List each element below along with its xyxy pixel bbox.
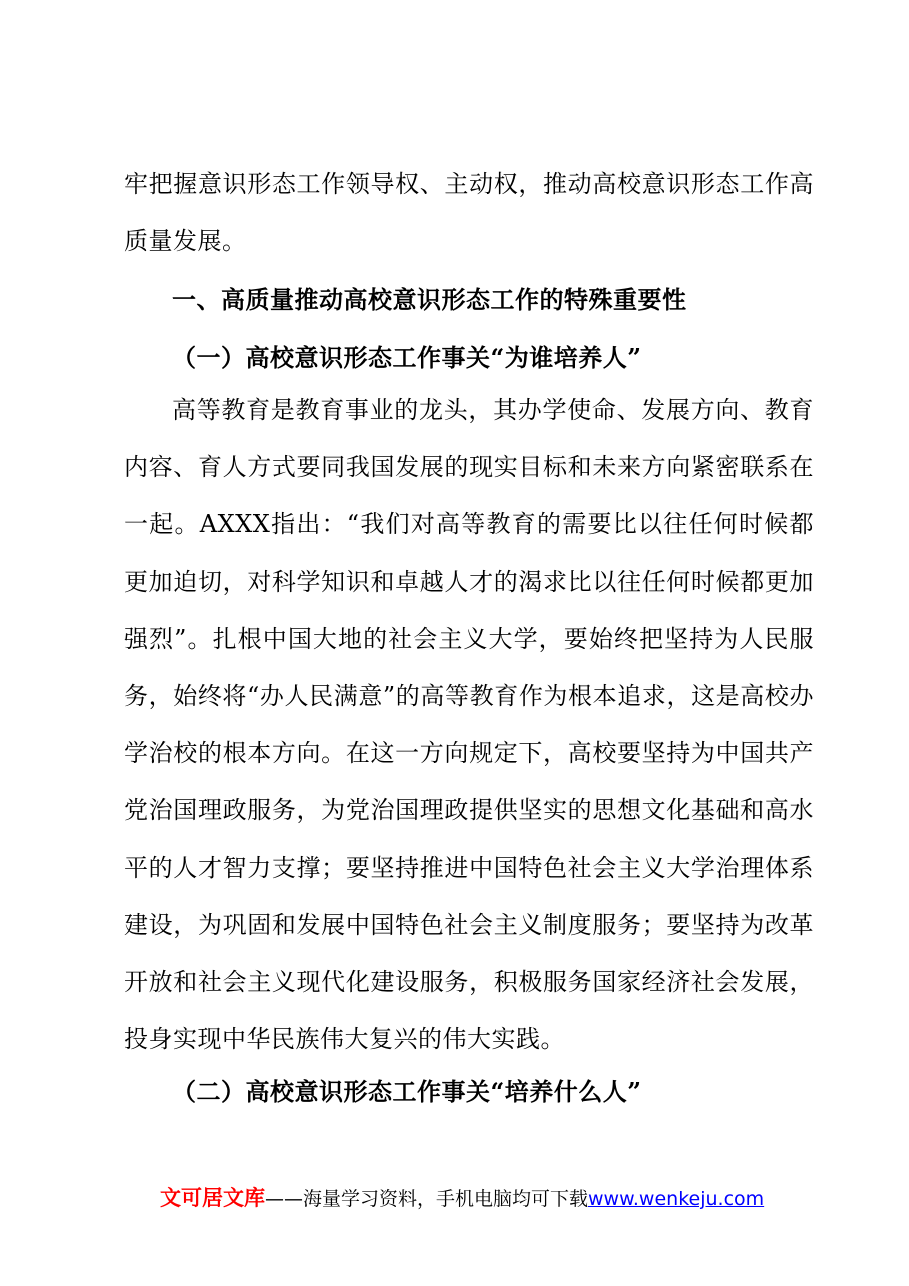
footer-banner: [160, 1182, 764, 1212]
section-heading: 一、高质量推动高校意识形态工作的特殊重要性: [172, 286, 687, 314]
footer-website-link[interactable]: www.wenkeju.com: [588, 1188, 765, 1210]
subsection-heading-1: （一）高校意识形态工作事关“为谁培养人”: [172, 343, 642, 372]
footer-brand: 文可居文库: [160, 1186, 265, 1210]
subsection-heading-2: （二）高校意识形态工作事关“培养什么人”: [172, 1077, 642, 1106]
intro-paragraph: 牢把握意识形态工作领导权、主动权，推动高校意识形态工作高质量发展。: [124, 170, 814, 256]
body-paragraph-1: 高等教育是教育事业的龙头，其办学使命、发展方向、教育内容、育人方式要同我国发展的现实目标和未来方向紧密联系在一起。AXXX指出：“我们对高等教育的需要比以往任何时候都更加迫切，对科学知识和卓越人才的渴求比以往任何时候都更加强烈”。扎根中国大地的社会主义大学，要始终把坚持为人民服务，始终将“办人民满意”的高等教育作为根本追求，这是高校办学治校的根本方向。在这一方向规定下，高校要坚持为中国共产党治国理政服务，为党治国理政提供坚实的思想文化基础和高水平的人才智力支撑；要坚持推进中国特色社会主义大学治理体系建设，为巩固和发展中国特色社会主义制度服务；要坚持为改革开放和社会主义现代化建设服务，积极服务国家经济社会发展，投身实现中华民族伟大复兴的伟大实践。: [124, 396, 814, 1054]
footer-slogan: ——海量学习资料，手机电脑均可下载: [265, 1188, 589, 1210]
